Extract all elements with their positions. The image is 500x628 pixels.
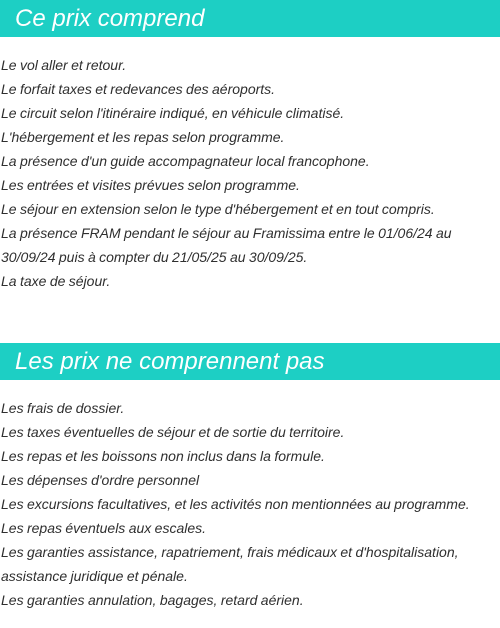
included-items-list (0, 53, 500, 293)
included-item: Le circuit selon l'itinéraire indiqué, en véhicule climatisé. (1, 105, 345, 121)
excluded-item: Les excursions facultatives, et les activités non mentionnées au programme. (1, 496, 470, 512)
excluded-section-title: Les prix ne comprennent pas (0, 343, 500, 380)
excluded-item: Les garanties annulation, bagages, retard aérien. (1, 592, 304, 608)
excluded-item: Les repas éventuels aux escales. (1, 520, 207, 536)
excluded-item: Les garanties assistance, rapatriement, frais médicaux et d'hospitalisation, assistance juridique et pénale. (1, 544, 459, 584)
included-item: Le séjour en extension selon le type d'hébergement et en tout compris. (1, 201, 435, 217)
excluded-item: Les taxes éventuelles de séjour et de sortie du territoire. (1, 424, 345, 440)
included-item: La présence FRAM pendant le séjour au Framissima entre le 01/06/24 au 30/09/24 puis à compter du 21/05/25 au 30/09/25. (1, 225, 452, 265)
included-item: Les entrées et visites prévues selon programme. (1, 177, 300, 193)
included-section-title: Ce prix comprend (0, 0, 500, 37)
included-item: Le vol aller et retour. (1, 57, 127, 73)
excluded-item: Les frais de dossier. (1, 400, 125, 416)
included-item: Le forfait taxes et redevances des aéroports. (1, 81, 276, 97)
excluded-item: Les dépenses d'ordre personnel (1, 472, 200, 488)
included-item: L'hébergement et les repas selon programme. (1, 129, 285, 145)
included-item: La présence d'un guide accompagnateur local francophone. (1, 153, 370, 169)
excluded-items-list (0, 396, 500, 612)
excluded-item: Les repas et les boissons non inclus dans la formule. (1, 448, 325, 464)
included-item: La taxe de séjour. (1, 273, 111, 289)
